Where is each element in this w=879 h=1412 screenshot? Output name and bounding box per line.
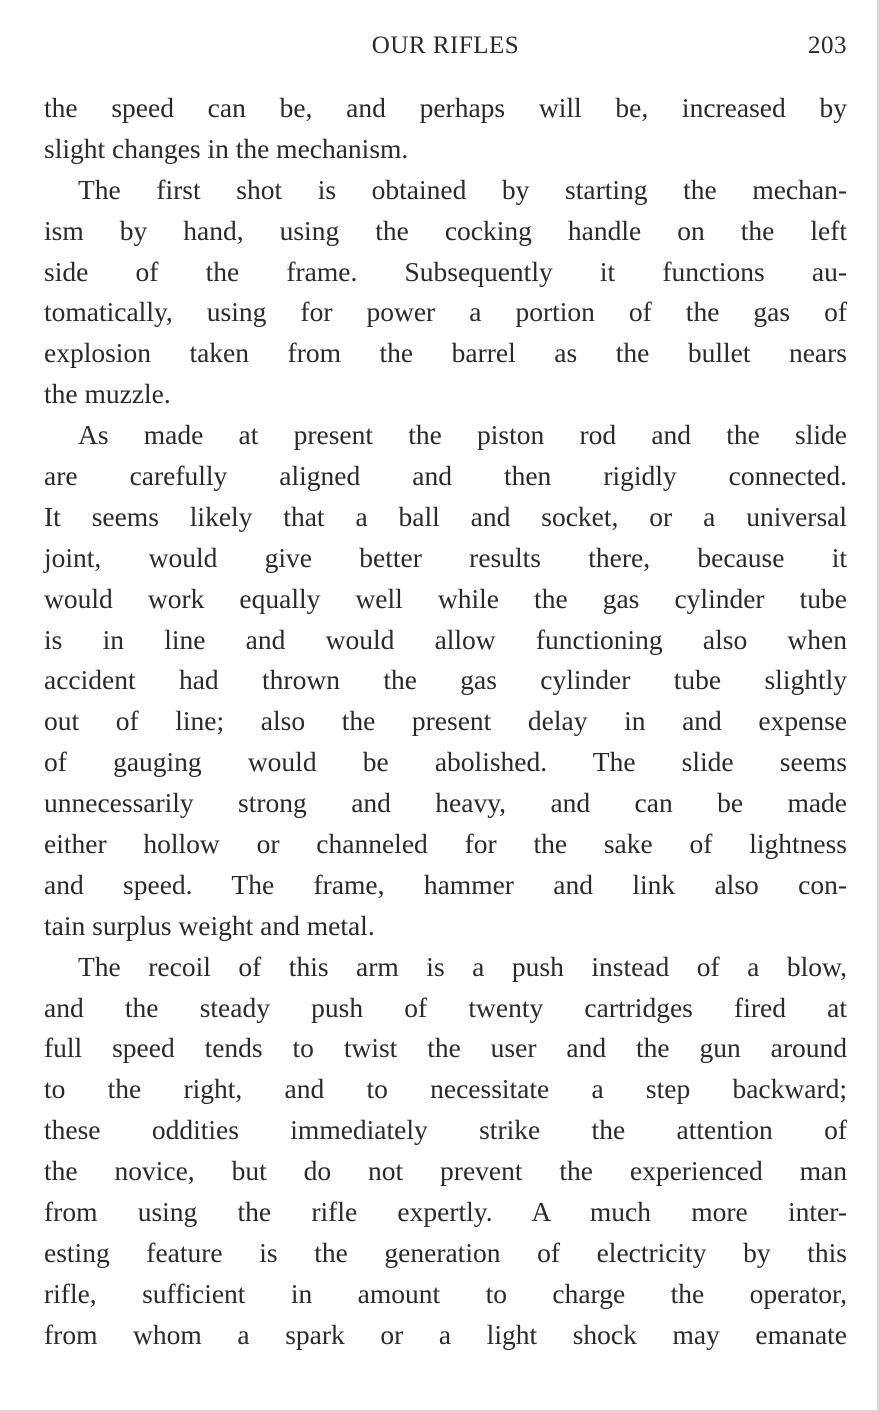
text-line: is in line and would allow functioning also when [44, 623, 847, 655]
text-line: joint, would give better results there, because it [44, 541, 847, 573]
text-line: and speed. The frame, hammer and link also con- [44, 868, 847, 900]
text-line: rifle, sufficient in amount to charge the operator, [44, 1277, 847, 1309]
text-line: tain surplus weight and metal. [44, 909, 375, 941]
running-head-title: OUR RIFLES [371, 32, 520, 59]
text-line: would work equally well while the gas cylinder tube [44, 582, 847, 614]
text-line: from using the rifle expertly. A much more inter- [44, 1196, 847, 1228]
text-line: esting feature is the generation of electricity by this [44, 1236, 847, 1268]
text-line: from whom a spark or a light shock may emanate [44, 1318, 847, 1350]
paragraph-first-line: As made at present the piston rod and the slide [78, 419, 847, 451]
text-line: ism by hand, using the cocking handle on the left [44, 214, 847, 246]
text-line: are carefully aligned and then rigidly connected. [44, 460, 847, 492]
text-line: and the steady push of twenty cartridges fired at [44, 991, 847, 1023]
paragraph-first-line: The first shot is obtained by starting the mechan- [78, 173, 847, 205]
paragraph-first-line: The recoil of this arm is a push instead of a blow, [78, 950, 847, 982]
text-line: explosion taken from the barrel as the bullet nears [44, 337, 847, 369]
running-head [44, 32, 847, 66]
text-line: accident had thrown the gas cylinder tube slightly [44, 664, 847, 696]
text-line: of gauging would be abolished. The slide seems [44, 746, 847, 778]
body-text [44, 88, 847, 1356]
text-line: the speed can be, and perhaps will be, increased by [44, 92, 847, 123]
text-line: unnecessarily strong and heavy, and can be made [44, 787, 847, 819]
text-line: these oddities immediately strike the attention of [44, 1114, 847, 1146]
text-line: full speed tends to twist the user and the gun around [44, 1032, 847, 1064]
page-number: 203 [808, 32, 847, 59]
text-line: slight changes in the mechanism. [44, 132, 409, 164]
text-line: either hollow or channeled for the sake of lightness [44, 828, 847, 860]
text-line: side of the frame. Subsequently it functions au- [44, 255, 847, 287]
text-line: the muzzle. [44, 378, 171, 410]
text-line: out of line; also the present delay in and expense [44, 705, 847, 737]
text-line: to the right, and to necessitate a step backward; [44, 1073, 847, 1105]
text-line: tomatically, using for power a portion of the gas of [44, 296, 847, 328]
text-line: It seems likely that a ball and socket, or a universal [44, 500, 847, 532]
text-line: the novice, but do not prevent the experienced man [44, 1155, 847, 1187]
